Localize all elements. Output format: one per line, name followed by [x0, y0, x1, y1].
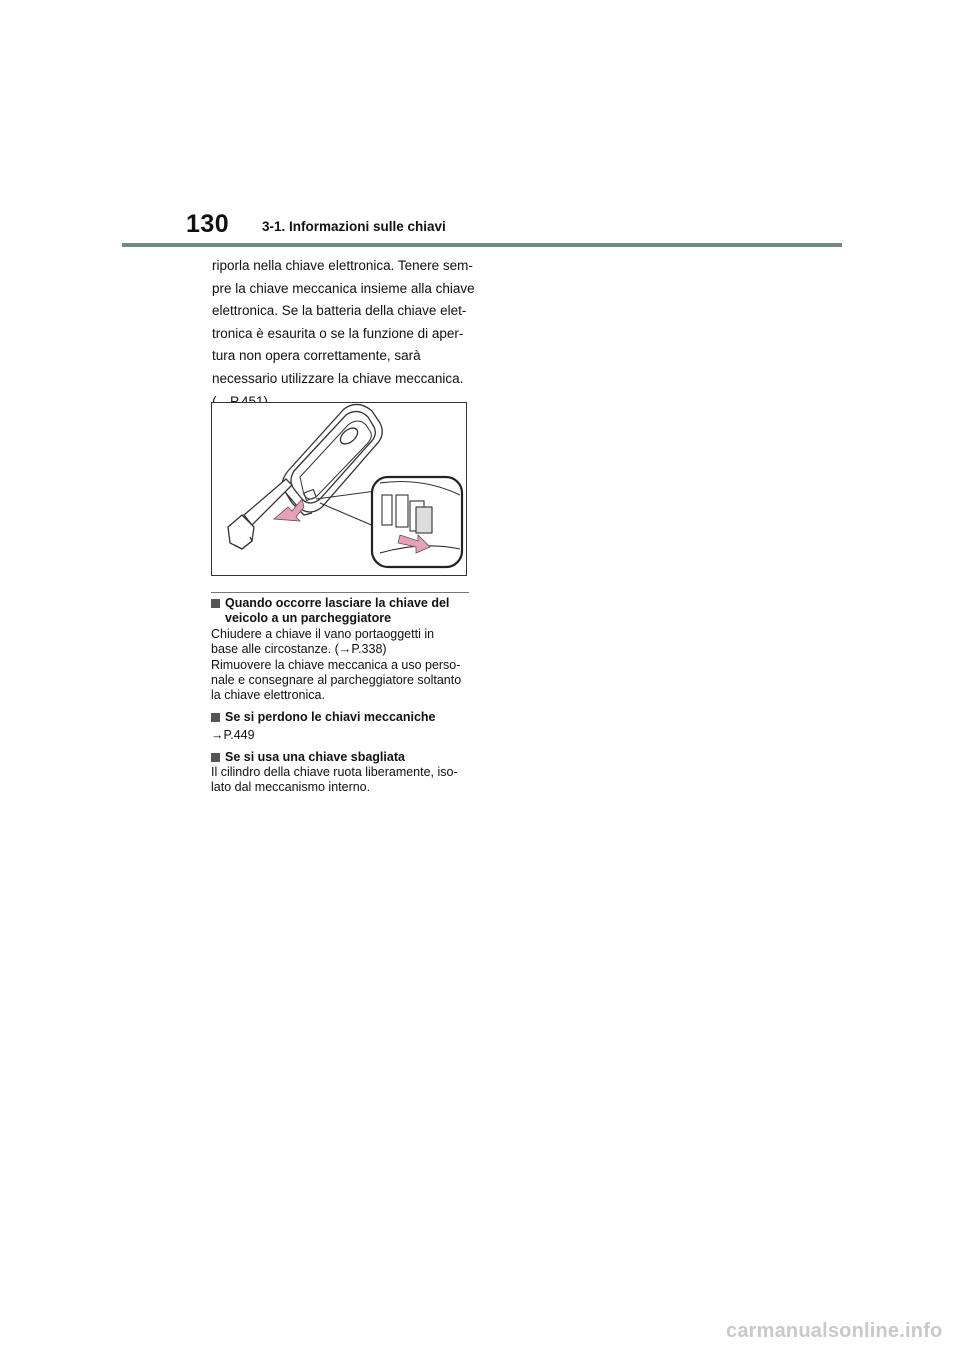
note-body-line: base alle circostanze. (→P.338) — [211, 642, 387, 657]
body-line: riporla nella chiave elettronica. Tenere sem- — [212, 258, 473, 273]
square-bullet-icon — [211, 753, 220, 762]
note-lost-keys — [211, 710, 473, 744]
note-body-line: lato dal meccanismo interno. — [211, 780, 371, 795]
note-body-line: la chiave elettronica. — [211, 688, 325, 703]
square-bullet-icon — [211, 713, 220, 722]
note-valet — [211, 596, 473, 704]
note-heading — [211, 596, 473, 627]
notes-divider — [211, 592, 469, 593]
note-wrong-key — [211, 750, 473, 796]
body-line: tura non opera correttamente, sarà — [212, 348, 421, 364]
body-line: pre la chiave meccanica insieme alla chiave — [212, 280, 475, 296]
header-divider — [122, 243, 842, 247]
electronic-key-illustration — [212, 403, 466, 575]
notes-section — [211, 596, 473, 802]
note-heading-line: veicolo a un parcheggiatore — [225, 611, 392, 626]
body-line: tronica è esaurita o se la funzione di aper- — [212, 325, 464, 341]
note-body — [211, 725, 473, 743]
key-illustration-figure — [211, 402, 467, 576]
note-heading-line: Se si perdono le chiavi meccaniche — [225, 709, 436, 724]
square-bullet-icon — [211, 599, 220, 608]
note-body-line: Il cilindro della chiave ruota liberamente, iso- — [211, 765, 458, 780]
page-number: 130 — [186, 210, 230, 238]
note-heading-line: Quando occorre lasciare la chiave del — [225, 596, 450, 610]
note-heading-line: Se si usa una chiave sbagliata — [225, 749, 405, 764]
key-fob — [282, 404, 382, 515]
pull-arrow-icon — [274, 499, 304, 521]
body-line: necessario utilizzare la chiave meccanica. — [212, 370, 464, 386]
note-body — [211, 765, 473, 796]
note-heading — [211, 750, 473, 765]
note-body — [211, 627, 473, 704]
note-body-line: nale e consegnare al parcheggiatore soltanto — [211, 673, 462, 688]
note-body-line: Rimuovere la chiave meccanica a uso perso- — [211, 657, 461, 672]
page-reference: →P.449 — [211, 728, 255, 743]
watermark: carmanualsonline.info — [726, 1320, 943, 1342]
body-paragraph — [212, 255, 482, 413]
note-heading — [211, 710, 473, 725]
body-line: elettronica. Se la batteria della chiave elet- — [212, 303, 467, 319]
note-body-line: Chiudere a chiave il vano portaoggetti in — [211, 626, 435, 641]
section-title: 3-1. Informazioni sulle chiavi — [262, 219, 446, 234]
